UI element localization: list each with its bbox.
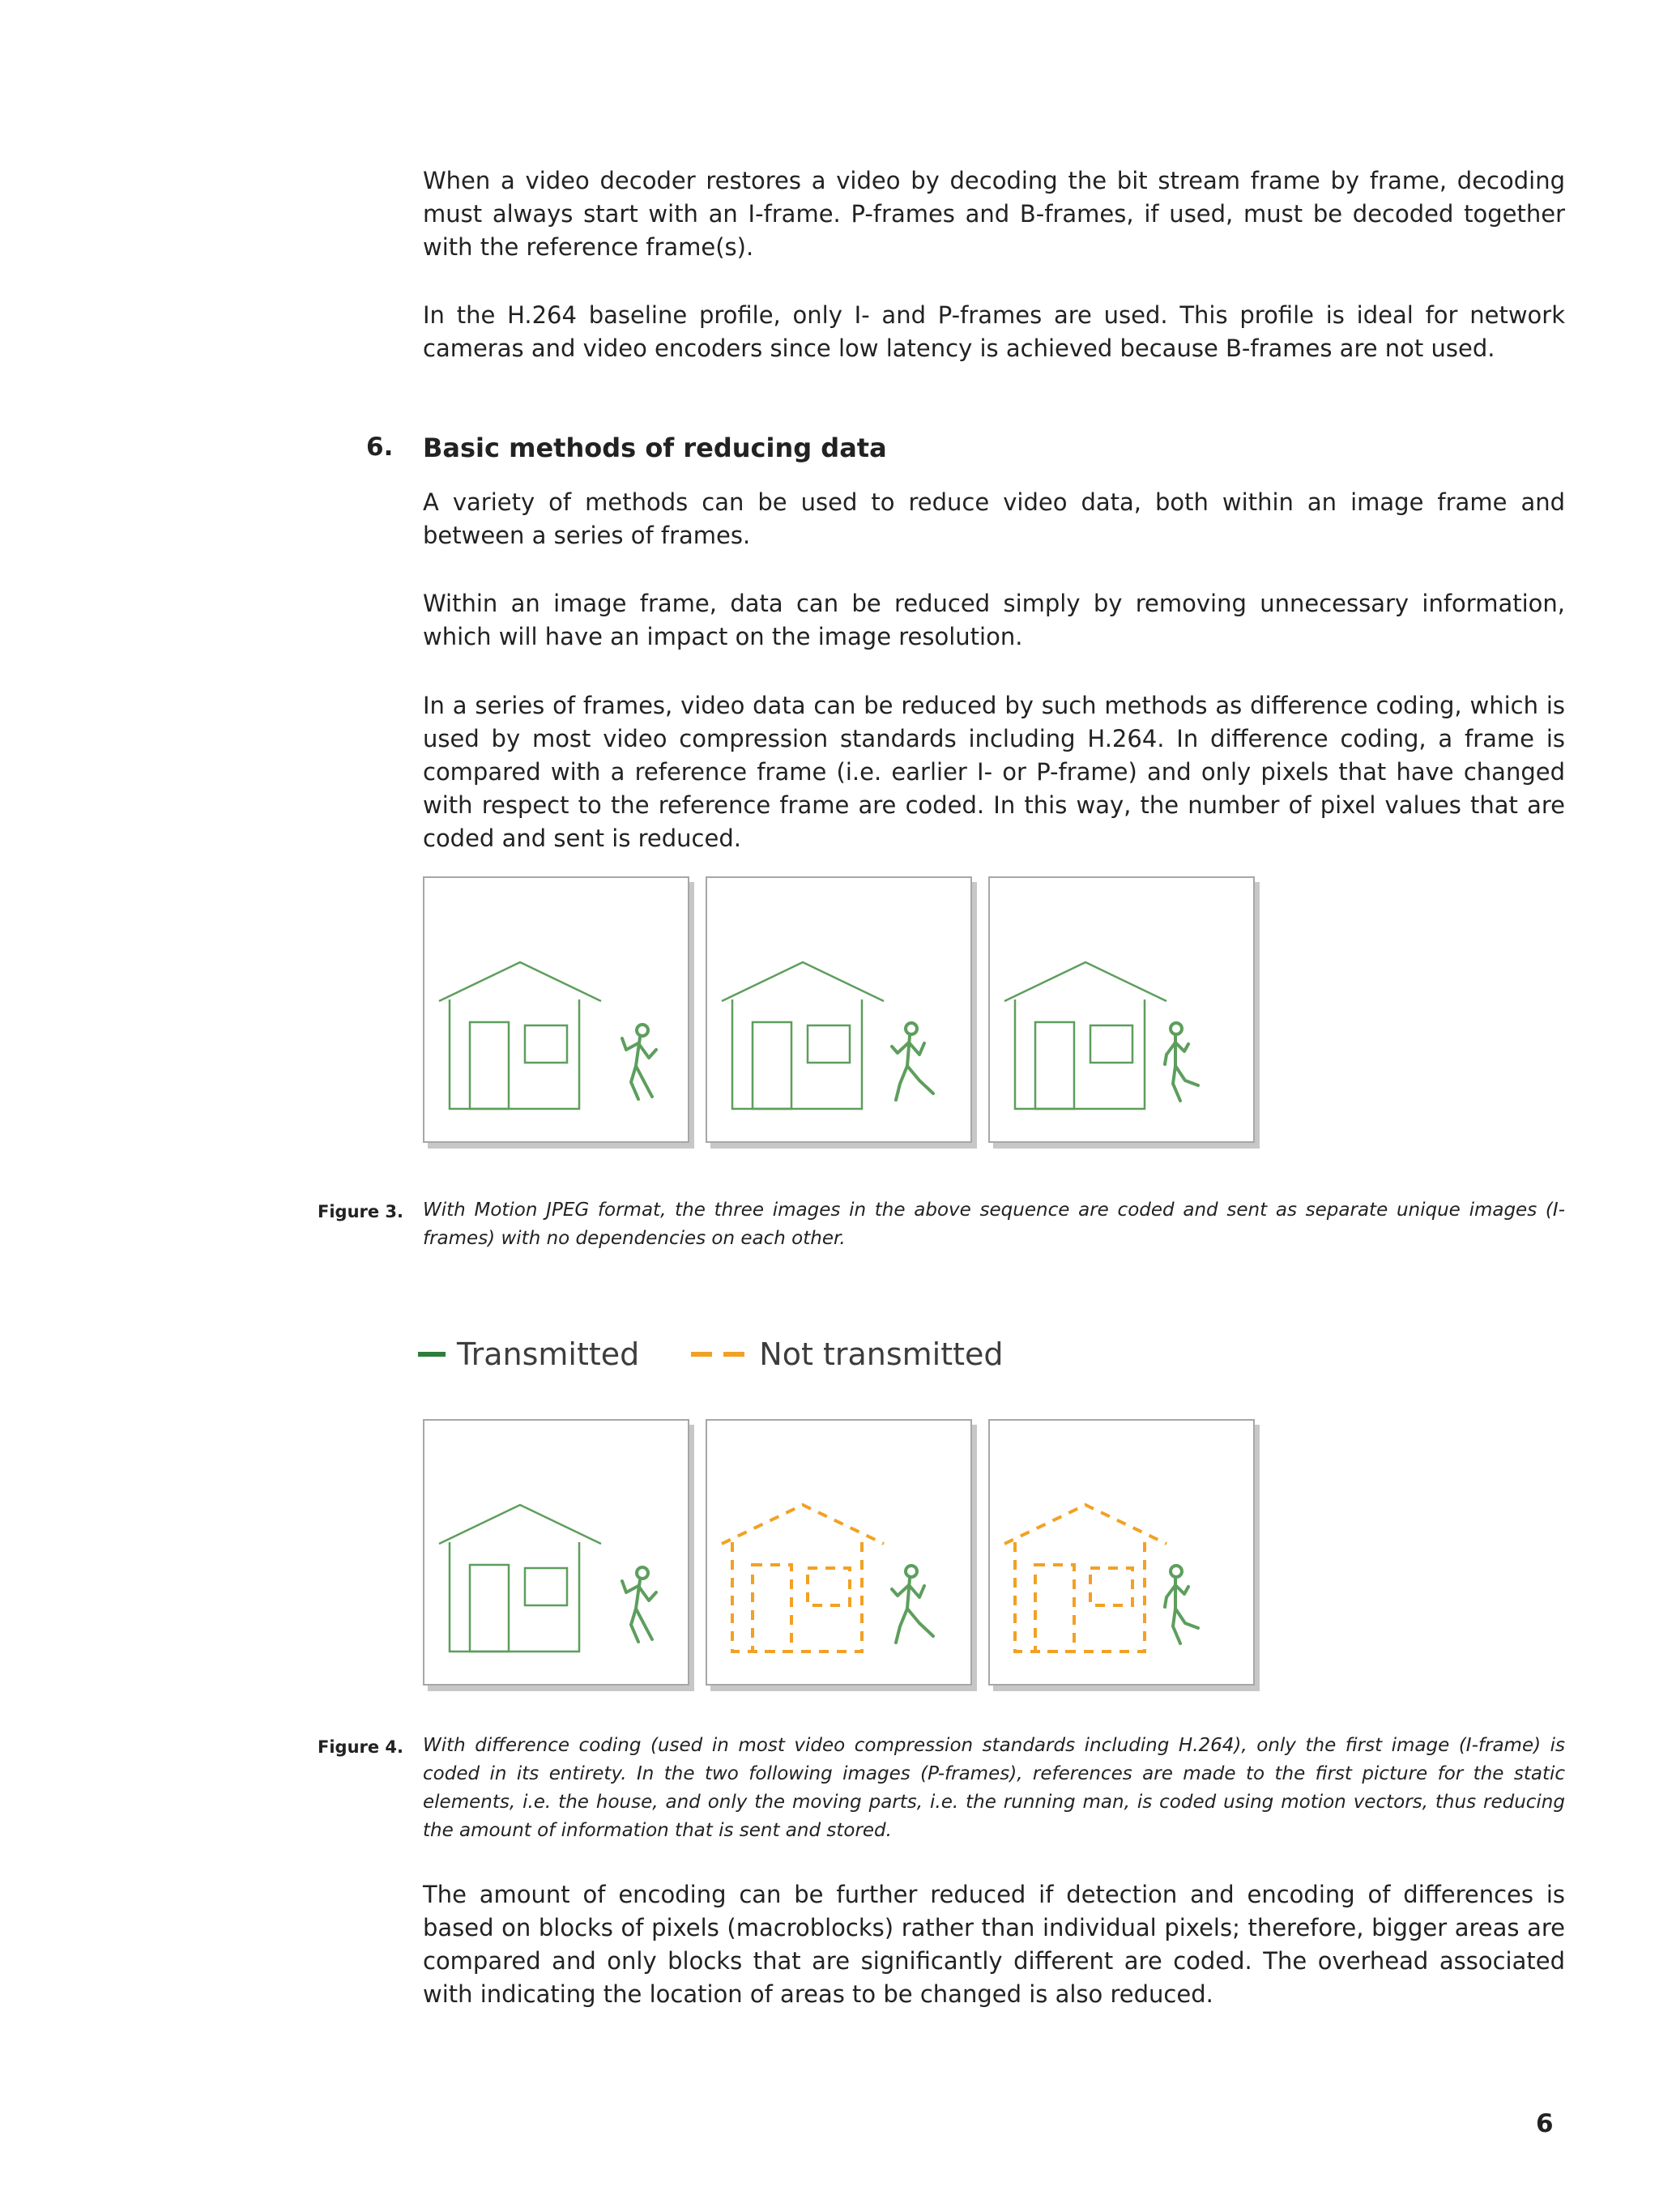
frame-2 — [706, 876, 972, 1143]
figure-4-caption: With difference coding (used in most video compression standards including H.264), only the first image (I-frame) is coded in its entirety. In the two following images (P-frames), references are made to the first picture for the static elements, i.e. the house, and only the moving parts, i.e. the running man, is coded using motion vectors, thus reducing the amount of information that is sent and stored. — [423, 1735, 1565, 1841]
paragraph-decoding: When a video decoder restores a video by decoding the bit stream frame by frame, decoding must always start with an I-frame. P-frames and B-frames, if used, must be decoded together with the reference frame(s). — [423, 167, 1565, 261]
legend-not-transmitted-label: Not transmitted — [759, 1336, 1004, 1372]
paragraph-difference-coding: In a series of frames, video data can be reduced by such methods as difference coding, which is used by most video compression standards including H.264. In difference coding, a frame is compared with a reference frame (i.e. earlier I- or P-frame) and only pixels that have changed with respect to the reference frame are coded. In this way, the number of pixel values that are coded and sent is reduced. — [423, 692, 1565, 852]
house-runner-drawing — [424, 878, 688, 1141]
section-number: 6. — [366, 433, 394, 462]
legend-not-transmitted — [691, 1336, 1003, 1372]
section-title: Basic methods of reducing data — [423, 433, 887, 463]
figure-3-caption: With Motion JPEG format, the three images in the above sequence are coded and sent as separate unique images (I-frames) with no dependencies on each other. — [423, 1200, 1565, 1249]
frame-p-frame-1 — [706, 1419, 972, 1686]
dashed-house-runner-drawing — [990, 1421, 1253, 1684]
frame-3 — [988, 876, 1255, 1143]
legend-transmitted — [418, 1336, 639, 1372]
house-runner-drawing — [424, 1421, 688, 1684]
frame-i-frame — [423, 1419, 689, 1686]
paragraph-variety-of-methods: A variety of methods can be used to reduce video data, both within an image frame and between a series of frames. — [423, 488, 1565, 549]
paragraph-macroblocks: The amount of encoding can be further reduced if detection and encoding of differences is based on blocks of pixels (macroblocks) rather than individual pixels; therefore, bigger areas are compared and only blocks that are significantly different are coded. The overhead associated with indicating the location of areas to be changed is also reduced. — [423, 1881, 1565, 2008]
dashed-house-runner-drawing — [707, 1421, 970, 1684]
frame-1 — [423, 876, 689, 1143]
paragraph-within-frame: Within an image frame, data can be reduced simply by removing unnecessary information, which will have an impact on the image resolution. — [423, 590, 1565, 650]
legend-transmitted-label: Transmitted — [457, 1336, 640, 1372]
paragraph-baseline-profile: In the H.264 baseline profile, only I- and P-frames are used. This profile is ideal for network cameras and video encoders since low latency is achieved because B-frames are not used. — [423, 301, 1565, 362]
figure-3-frames — [423, 876, 1257, 1148]
figure-3-label: Figure 3. — [318, 1202, 404, 1221]
frame-p-frame-2 — [988, 1419, 1255, 1686]
dashed-line-swatch — [691, 1350, 748, 1358]
page-number: 6 — [1536, 2109, 1554, 2138]
solid-line-swatch — [418, 1350, 446, 1358]
figure-4-label: Figure 4. — [318, 1737, 404, 1757]
house-runner-drawing — [990, 878, 1253, 1141]
house-runner-drawing — [707, 878, 970, 1141]
figure-4-frames — [423, 1419, 1257, 1690]
figure-4-legend — [418, 1330, 1004, 1379]
